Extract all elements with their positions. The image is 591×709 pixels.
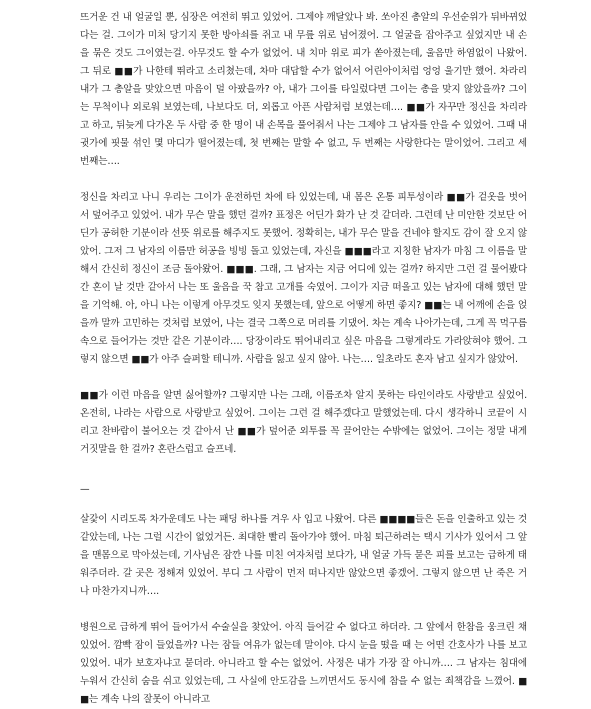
paragraph-2: 정신을 차리고 나니 우리는 그이가 운전하던 차에 타 있었는데, 내 몸은 온통 피투성이라 ■■가 겉옷을 벗어서 덮어주고 있었어. 내가 무슨 말을 했던 걸까? 표정은 어딘가 화가 난 것 같더라. 그런데 난 미안한 것보단 어딘가 공허한 기분이라 선뜻 위로를 해주지도 못했어. 정확히는, 내가 무슨 말을 건네야 할지도 감이 잘 오지 않았어. 그저 그 남자의 이름만 허공을 빙빙 돌고 있었는데, 자신을 ■■■라고 지칭한 남자가 마침 그 이름을 말해서 간신히 정신이 조금 돌아왔어. ■■■. 그래, 그 남자는 지금 어디에 있는 걸까? 하지만 그런 걸 물어봤다간 혼이 날 것만 같아서 나는 또 울음을 꾹 참고 고개를 숙였어. 그이가 지금 떠올고 있는 남자에 대해 했던 말을 기억해. 아, 아니 나는 이렇게 아무것도 잊지 못했는데, 앞으로 어떻게 하면 좋지? ■■는 내 어깨에 손을 얹을까 말까 고민하는 것처럼 보였어, 나는 결국 그쪽으로 머리를 기댔어. 차는 계속 나아가는데, 그게 꼭 먹구름 속으로 들어가는 것만 같은 기분이라…. 당장이라도 뛰어내리고 싶은 마음을 그렇게라도 가라앉혀야 했어. 그렇지 않으면 ■■가 아주 슬퍼할 테니까. 사람을 잃고 싶지 않아. 나는…. 일초라도 혼자 남고 싶지가 않았어. [80,192,527,365]
paragraph-5: 병원으로 급하게 뛰어 들어가서 수술실을 찾았어. 아직 들어갈 수 없다고 하더라. 그 앞에서 한참을 웅크린 채 있었어. 깜빡 잠이 들었을까? 나는 잠들 여유가 없는데 말이야. 다시 눈을 떴을 때 는 어떤 간호사가 나를 보고 있었어. 내가 보호자냐고 묻더라. 아니라고 할 수는 없었어. 사정은 내가 가장 잘 아니까…. 그 남자는 침대에 누워서 간신히 숨을 쉬고 있었는데, 그 사실에 안도감을 느끼면서도 동시에 참을 수 없는 죄책감을 느꼈어. ■■는 계속 나의 잘못이 아니라고 [80,622,527,705]
paragraph-4: 살갗이 시리도록 차가운데도 나는 패딩 하나를 겨우 사 입고 나왔어. 다른 ■■■■들은 돈을 인출하고 있는 것 같았는데, 나는 그럴 시간이 없었거든. 최대한 빨리 돌아가야 했어. 마침 퇴근하려는 택시 기사가 있어서 그 앞을 맨몸으로 막아섰는데, 기사님은 잠깐 나를 미친 여자처럼 보다가, 내 얼굴 가득 묻은 피를 보고는 급하게 태워주더라. 갈 곳은 정해져 있었어. 부디 그 사람이 먼저 떠나지만 않았으면 좋겠어. 그렇지 않으면 난 죽은 거나 마찬가지니까…. [80,514,527,597]
paragraph-3: ■■가 이런 마음을 알면 싫어할까? 그렇지만 나는 그래, 이름조차 알지 못하는 타인이라도 사랑받고 싶었어. 온전히, 나라는 사람으로 사랑받고 싶었어. 그이는 그런 걸 해주겠다고 말했었는데. 다시 생각하니 코끝이 시리고 찬바람이 불어오는 것 같아서 난 ■■가 덮어준 외투를 꼭 끌어안는 수밖에는 없었어. 그이는 정말 내게 거짓말을 한 걸까? 혼란스럽고 슬프네. [80,390,527,455]
section-separator: — [80,484,90,495]
paragraph-1: 뜨거운 건 내 얼굴일 뿐, 심장은 여전히 뛰고 있었어. 그제야 깨달았나 봐. 쏘아진 총알의 우선순위가 뒤바뀌었다는 걸. 그이가 미처 당기지 못한 방아쇠를 쥐고 내 무릎 위로 넘어졌어. 그 얼굴을 잡아주고 싶었지만 내 손을 묶은 것도 그이였는걸. 아무것도 할 수가 없었어. 내 치마 위로 피가 쏟아졌는데, 울음만 하염없이 나왔어. 그 뒤로 ■■가 나한테 뛰라고 소리쳤는데, 차마 대답할 수가 없어서 어린아이처럼 엉엉 울기만 했어. 차라리 내가 그 총알을 맞았으면 마음이 덜 아팠을까? 아, 내가 그이를 타일렀다면 그이는 총을 맞지 않았을까? 그이는 무척이나 외로워 보였는데, 나보다도 더, 외롭고 아픈 사람처럼 보였는데…. ■■가 자꾸만 정신을 차리라고 하고, 뒤늦게 다가온 두 사람 중 한 명이 내 손목을 풀어줘서 나는 그제야 그 남자를 안을 수 있었어. 그때 내 귓가에 핏물 섞인 몇 마디가 떨어졌는데, 첫 번째는 말할 수 없고, 두 번째는 사랑한다는 말이었어. 그리고 세 번째는…. [80,12,527,167]
